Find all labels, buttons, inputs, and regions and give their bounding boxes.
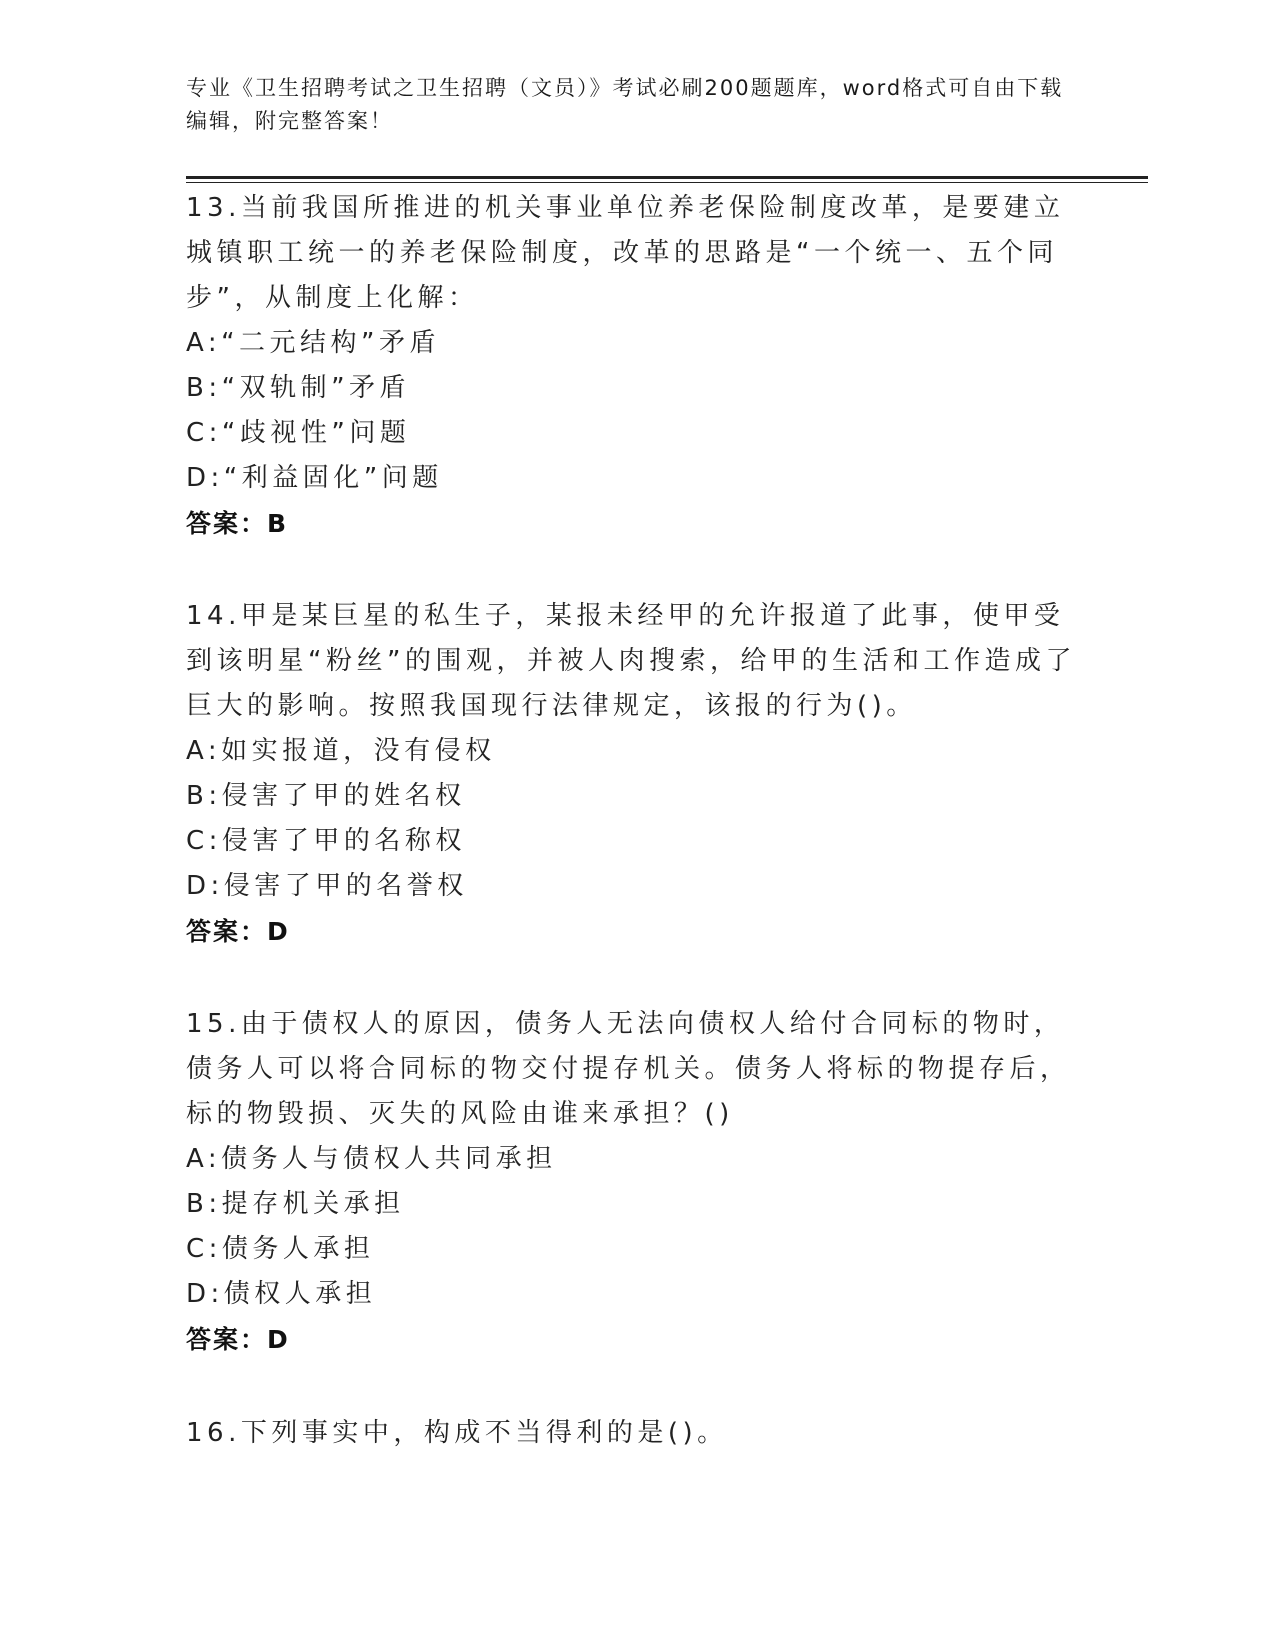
- answer-label: 答案：D: [186, 917, 290, 946]
- option-a: A:债务人与债权人共同承担: [186, 1144, 557, 1174]
- option-b: B:提存机关承担: [186, 1189, 405, 1219]
- question-stem: 13.当前我国所推进的机关事业单位养老保险制度改革，是要建立城镇职工统一的养老保险制度，改革的思路是“一个统一、五个同步”，从制度上化解：: [186, 193, 1065, 313]
- answer-label: 答案：D: [186, 1325, 290, 1354]
- option-d: D:债权人承担: [186, 1279, 377, 1309]
- option-c: C:“歧视性”问题: [186, 418, 411, 448]
- header-rule-thick: [186, 176, 1148, 179]
- option-c: C:债务人承担: [186, 1234, 375, 1264]
- option-a: A:“二元结构”矛盾: [186, 328, 441, 358]
- question-stem: 14.甲是某巨星的私生子，某报未经甲的允许报道了此事，使甲受到该明星“粉丝”的围观，并被人肉搜索，给甲的生活和工作造成了巨大的影响。按照我国现行法律规定，该报的行为()。: [186, 601, 1076, 721]
- option-b: B:侵害了甲的姓名权: [186, 781, 466, 811]
- document-header: 专业《卫生招聘考试之卫生招聘（文员）》考试必刷200题题库，word格式可自由下载编辑，附完整答案！: [186, 76, 1064, 133]
- header-rule-thin: [186, 182, 1148, 183]
- option-d: D:侵害了甲的名誉权: [186, 871, 468, 901]
- question-15: [186, 1002, 1086, 1362]
- option-d: D:“利益固化”问题: [186, 463, 443, 493]
- option-b: B:“双轨制”矛盾: [186, 373, 411, 403]
- option-a: A:如实报道，没有侵权: [186, 736, 496, 766]
- question-stem: 16.下列事实中，构成不当得利的是()。: [186, 1418, 728, 1448]
- option-c: C:侵害了甲的名称权: [186, 826, 466, 856]
- question-14: [186, 594, 1086, 954]
- question-13: [186, 186, 1086, 546]
- answer-label: 答案：B: [186, 509, 289, 538]
- question-stem: 15.由于债权人的原因，债务人无法向债权人给付合同标的物时，债务人可以将合同标的物交付提存机关。债务人将标的物提存后，标的物毁损、灭失的风险由谁来承担？(): [186, 1009, 1071, 1129]
- question-16: [186, 1411, 1086, 1456]
